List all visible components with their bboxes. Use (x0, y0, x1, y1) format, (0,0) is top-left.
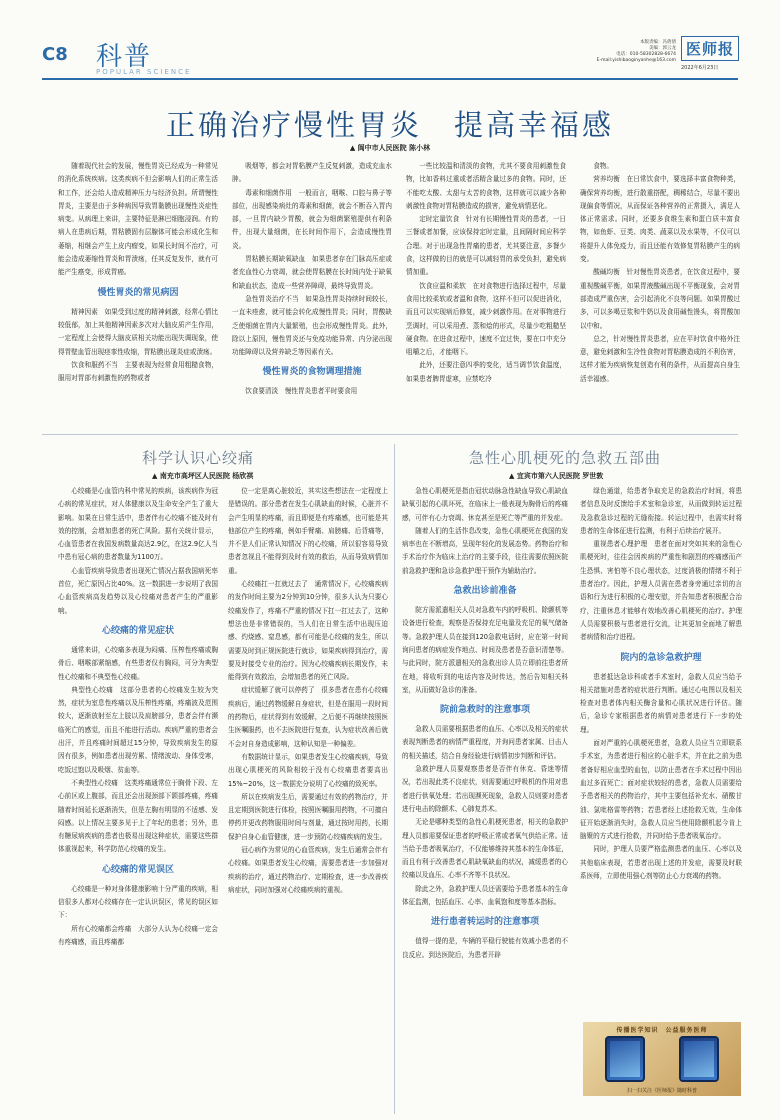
article1-column-2 (232, 160, 392, 430)
article3-column-1 (402, 485, 568, 1110)
paragraph: 饮食和服药不当 主要表现为经常食用粗糙食物，服用对胃部有刺激性的药物或者 (58, 360, 218, 383)
subheading: 进行患者转运时的注意事项 (430, 917, 539, 928)
section-title: 科普 (96, 42, 153, 72)
paragraph: 精神因素 如果受到过度的精神刺激，经常心情比较低郁，加上其他精神因素多次对大脑皮质产生作用，一定程度上会使得大脑皮质相关功能出现失调现象，使得胃壁血管出现痉挛性收缩，胃粘膜出现炎症或溃疡。 (58, 307, 218, 356)
paragraph: 一些比较温和清淡的食物，尤其不要食用刺激性食物，比如香料过重或者活精含量过多的食物。同时，还不能吃太酸、太甜与太苦的食物，这样就可以减少各种刺激性食物对胃粘膜造成的损害，避免病情恶化。 (406, 162, 566, 210)
article3-byline: ▲ 宜宾市第六人民医院 罗世敦 (509, 472, 604, 480)
paragraph: 随着人们的生活作息改变，急性心肌梗死在我国的发病率也在不断增高，呈现年轻化的发展态势。药物治疗和手术治疗作为临床上治疗的主要手段，往往需要依照医院前急救护理和急诊急救护理干预作为辅助治疗。 (402, 526, 568, 575)
divider-vertical (394, 444, 395, 1114)
article1-column-1 (58, 160, 218, 430)
article1-byline: ▲ 阆中市人民医院 陈小林 (349, 144, 431, 152)
paragraph: 不典型性心绞痛 这类疼痛通常位于胸骨下段、左心前区或上腹部，而且还会出现颈部下颌部疼痛，疼痛随着时间延长逐渐消失，但是左胸有明显的不适感、发闷感。以上情况主要多见于上了年纪的患者；另外，患有糖尿病疾病的患者也极易出现这种症状，需要这些群体重视起来，科学防范心绞痛的发生。 (58, 778, 218, 854)
issue-date: 2022年6月23日 (681, 65, 719, 71)
paragraph: 重视患者心理护理 患者在面对突如其来的急性心肌梗死时，往往会因疾病的严重性和剧烈的疼痛感而产生恐惧、害怕等不良心理状态，过度消极的情绪不利于患者治疗。因此，护理人员需在患者身旁通过亲切的言语和行为进行积极的心理安慰，并告知患者积极配合治疗，注重休息才能够有效地改善心肌梗死的治疗。护理人员需要积极与患者进行交流，让其更加全面地了解患者病情和治疗进程。 (580, 540, 742, 642)
paragraph: 院方需派遣相关人员对急救车内的呼吸机、除颤机等设备进行检查，观察是否保持充足电量及充足的氧气储备等。急救护理人员在接到120急救电话时，应在第一时间询问患者的病症发作地点、时间及患者是否意识清楚等。与此同时，院方派遣相关的急救出诊人员立即前往患者所在地，将收听到的电话内容及时传达，然后告知相关科室，从而做好急诊的准备。 (402, 606, 568, 694)
paragraph: 吸烟等，都会对胃粘膜产生反复刺激，造成充血水肿。 (232, 162, 392, 184)
paragraph: 毒素和细菌作用 一般而言，咽喉、口腔与鼻子等部位，出现感染病灶的毒素和细菌，就会不断吞入胃内部，一旦胃内缺少胃酸，就会为细菌繁殖提供有利条件，出现大量细菌，在长时间作用下，会造成慢性胃炎。 (232, 188, 392, 250)
paragraph: 面对严重的心肌梗死患者，急救人员应当立即联系手术室，为患者进行相应的心脏手术，并在此之前为患者备好相应血型的血包，以防止患者在手术过程中因出血过多而死亡；面对症状较轻的患者，急救人员需要给予患者相关的药物治疗，其中主要包括补充水、硝酸甘油、氯吡格雷等药物；若患者经上述抢救无效，生命体征开始逐渐消失时，急救人员应当使用除颤机起今肯上脑聚的方式进行抢救，并同时给予患者吸氧治疗。 (580, 739, 742, 841)
article1-title: 正确治疗慢性胃炎 提高幸福感 (165, 108, 614, 142)
paragraph: 此外，还要注意四季的变化，适当调节饮食温度，如果患者脾胃虚寒，应禁吃冷 (406, 361, 566, 383)
article1-column-4 (580, 160, 740, 430)
paragraph: 随着现代社会的发展，慢性胃炎已经成为一种常见的消化系统疾病。这类疾病不但会影响人们的正常生活和工作，还会给人造成精神压力与经济负担。所谓慢性胃炎，主要是由于多种病因导致胃黏膜出现慢性炎症性病变。从病理上来讲，主要特征是淋巴细胞浸润。有的病人在患病后期，胃粘膜固有层腺体可能会形成化生和萎缩，相继会产生上皮内瘤变，如果长时间不治疗，可能会造成萎缩性胃炎和胃溃疡，任其反复发作，就有可能产生癌变，形成胃癌。 (58, 162, 218, 277)
paragraph: 急性心肌梗死是指由冠状动脉急性缺血导致心肌缺血缺氧引起的心肌坏死，在临床上一般表现为胸骨后的疼痛感，可伴有心力衰竭、休克甚至是死亡等严重的并发症。 (402, 487, 568, 522)
paragraph: 典型性心绞痛 这部分患者的心绞痛发生较为突然，症状为室息性疼痛以及压榨性疼痛，疼痛波及范围较大，逐渐放射至左上肢以及肩膀部分，患者会伴有濒临死亡的感觉，而且不能进行活动。疾病严重的患者会出汗，并且疼痛时间超过15分钟，导致疾病发生的原因有很多，例如患者出现劳累、情绪波动、身体受寒，吃饭过饱以及吸烟、贫血等。 (58, 685, 218, 774)
subheading: 慢性胃炎的食物调理措施 (262, 367, 362, 378)
phone-graphic (605, 1036, 645, 1082)
paragraph: 胃粘膜长期缺氧缺血 如果患者存在门脉高压症或者充血性心力衰竭，就会使胃粘膜在长时间内处于缺氧和缺血状态，造成一些营养障碍，最终导致胃炎。 (232, 255, 392, 290)
paragraph: 急救人员需要根据患者的血压、心率以及相关的症状表现判断患者的病情严重程度，并询问患者家属、目击人的相关描述，结合自身经验进行病情初步判断和评估。 (402, 725, 568, 760)
subheading: 心绞痛的常见误区 (101, 864, 174, 875)
paragraph: 冠心病作为常见的心血管疾病，发生后通常会伴有心绞痛。如果患者发生心绞痛，需要患者进一步加强对疾病的治疗，通过药物治疗、定期检查，进一步改善疾病症状，同时加强对心绞痛疾病的重视。 (228, 846, 388, 894)
paragraph: 通常来讲，心绞痛多表现为闷痛、压榨性疼痛或胸骨后、咽喉部紧缩感，有些患者仅有胸闷，可分为典型性心绞痛和不典型性心绞痛。 (58, 645, 218, 681)
newspaper-logo: 医师报 (681, 36, 739, 61)
paragraph: 同时，护理人员要严格监测患者的血压、心率以及其他临床表现，若患者出现上述的并发症，需要及时联系医师，立即使用强心剂等防止心力衰竭的药物。 (580, 845, 742, 881)
subheading: 院内的急诊急救护理 (620, 652, 702, 663)
page-header (0, 0, 780, 82)
paragraph: 症状缓解了就可以停药了 很多患者在患有心绞痛疾病后，通过药物缓解自身症状，但是在服用一段时间的药物后，症状得到有效缓解，之后便不再继续按照医生医嘱服药，也不去医院进行复查，认为症状改善后就不会对自身造成影响，这种认知是一种偏差。 (228, 686, 388, 748)
paragraph: 饮食应温和柔软 在对食物进行选择过程中，尽量食用比较柔软或者温和食物，这样不但可以促进消化，而且可以实现病后修复，减少刺激作用。在对事物进行烹调时，可以采用煮、蒸和烩的形式，尽量少吃粗糙坚硬食物。在进食过程中，速度不宜过快，要在口中充分咀嚼之后，才能咽下。 (406, 281, 566, 357)
editor-line: E-mail:yishibaoginyanhe@163.com (596, 58, 676, 63)
article2-byline: ▲ 南充市高坪区人民医院 杨欣祺 (152, 472, 254, 480)
paragraph: 急救护理人员要观察患者是否伴有休克、昏迷等情况，若出现此类不良症状，则需要通过呼吸机的作用对患者进行供氧处理；若出现濒死现象，急救人员则要对患者进行电击的除颤术、心肺复苏术。 (402, 765, 568, 813)
paragraph: 酸碱均衡 针对慢性胃炎患者，在饮食过程中，要重视酸碱平衡，如果胃液酸碱出现不平衡现象，会对胃部造成严重伤害，会引起消化不良等问题。如果胃酸过多，可以多喝豆浆和牛奶以及食用碱性馒头，将胃酸加以中和。 (580, 268, 740, 330)
paragraph: 总之，针对慢性胃炎患者，应在平时饮食中格外注意，避免刺激和生冷性食物对胃粘膜造成的不利伤害，这样才能为疾病恢复创造有利的条件，从而提高自身生活幸福感。 (580, 334, 740, 383)
promo-caption: 扫一扫关注《医师报》随时科普 (626, 1088, 697, 1094)
article2-column-1 (58, 485, 218, 1110)
paragraph: 患者抵达急诊科或者手术室时，急救人员应当给予相关措施对患者的症状进行判断。通过心电图以及相关检查对患者体内相关酶含量和心肌状况进行评估。随后，急诊专家根据患者的病情对患者进行下一步的处理。 (580, 672, 742, 734)
paragraph: 有数据统计显示，如果患者发生心绞痛疾病，导致出现心肌梗死的风险相较于没有心绞痛患者要高出15%~20%，这一数据充分说明了心绞痛的致死率。 (228, 752, 388, 788)
paragraph: 绿色通道，给患者争取充足的急救治疗时间，将患者信息及时反馈给手术室和急诊室，从而做到转运过程及急救急诊过程的无缝衔接。转运过程中，也需实时将患者的生命体征进行监测，有利于后续治疗展开。 (580, 487, 742, 535)
paragraph: 心绞痛是心血管内科中常见的疾病，该疾病作为冠心病的常见症状，对人体健康以及生命安全产生了重大影响。如果在日常生活中，患者伴有心绞痛不能及时有效的控制，会增加患者的死亡风险。据有关统计显示，心血管患者在我国发病数量高达2.9亿，在这2.9亿人当中患有冠心病的患者数量为1100万。 (58, 487, 218, 562)
subheading: 慢性胃炎的常见病因 (97, 287, 179, 298)
paragraph: 营养均衡 在日常饮食中，要选择丰富食物种类，确保营养均衡，进行散重搭配，稠稀结合，尽量不要出现偏食等情况，从而保证各种营养的正常摄入，满足人体正常需求。同时，还要多食维生素和蛋白质丰富食物，如鱼虾、豆类、肉类、蔬菜以及水果等，不仅可以将提升人体免疫力，而且还能有效修复胃粘膜产生的病变。 (580, 175, 740, 264)
subheading: 心绞痛的常见症状 (101, 625, 174, 636)
divider-horizontal (42, 434, 738, 435)
editor-line: 电话：010-58302828-6674 (616, 52, 676, 57)
header-rule (42, 78, 738, 80)
editor-line: 美编：郭云龙 (649, 46, 676, 51)
subheading: 院前急救时的注意事项 (439, 705, 530, 716)
article3-column-2 (580, 485, 742, 1015)
paragraph: 饮食要清淡 慢性胃炎患者平时要食用 (245, 387, 358, 396)
promo-banner[interactable] (583, 1022, 741, 1096)
paragraph: 心血管疾病导致患者出现死亡情况占据我国病死率首位，死亡原因占比40%。这一数据进一步说明了我国心血管疾病高发趋势以及心绞痛对患者产生的严重影响。 (58, 566, 218, 615)
phone-graphic (679, 1036, 719, 1082)
section-title-en: POPULAR SCIENCE (96, 68, 192, 76)
article3-title: 急性心肌梗死的急救五部曲 (469, 449, 662, 467)
paragraph: 急性胃炎治疗不当 如果急性胃炎持续时间较长，一直未痊愈，就可能会转化成慢性胃炎；同时，胃酸缺乏使细菌在胃内大量繁殖，也会形成慢性胃炎。此外，除以上原因，慢性胃炎还与免疫功能异常、内分泌出现功能障碍以及营养缺乏等因素有关。 (232, 294, 392, 357)
article2-title: 科学认识心绞痛 (142, 449, 255, 467)
paragraph: 食物。 (593, 162, 613, 170)
article2-column-2 (228, 485, 388, 1110)
paragraph: 所以在疾病发生后，需要通过有效的药物治疗，并且定期到医院进行体检，按照医嘱服用药物，不可擅自停药并更改药物服用时间与剂量，通过按时用药，长期保护自身心血管健康，进一步预防心绞痛疾病的发生。 (228, 792, 388, 841)
editor-line: 本版责编：冯倩倩 (640, 40, 676, 45)
editor-info (596, 40, 676, 64)
paragraph: 除此之外，急救护理人员还需要给予患者基本的生命体征监测，包括血压、心率、血氧饱和度等基本指标。 (402, 884, 568, 907)
subheading: 急救出诊前准备 (453, 586, 517, 597)
paragraph: 值得一提的是，车辆的平稳行驶能有效减小患者的不良反应。到达医院后，为患者开辟 (402, 937, 568, 959)
article1-column-3 (406, 160, 566, 430)
paragraph: 定时定量饮食 针对有长期慢性胃炎的患者，一日三餐或者加餐，应该保持定时定量，且间隔时间应科学合理。对于出现急性胃痛的患者，尤其要注意，多餐少食，这样做的目的就是可以减轻胃的承受负担，避免病情加重。 (406, 215, 566, 277)
paragraph: 所有心绞痛都会疼痛 大部分人认为心绞痛一定会有疼痛感，而且疼痛都 (58, 924, 218, 946)
paragraph: 心绞痛扛一扛就过去了 通常情况下，心绞痛疾病的发作时间主要为2分钟到10分钟，很多人认为只要心绞痛发作了，疼痛不严重的情况下扛一扛过去了，这种想法也是非常错误的，当人们在日常生活中出现压迫感、灼烧感、窒息感，都有可能是心绞痛的发生，所以需要及时到正规医院进行就诊，如果疾病得到治疗，需要及时接受专业的治疗。因为心绞痛疾病长期发作，未能得到有效救治，会增加患者的死亡风险。 (228, 580, 388, 682)
page-number: C8 (42, 44, 68, 65)
paragraph: 心绞痛是一种对身体健康影响十分严重的疾病，相信很多人都对心绞痛存在一定认识误区，常见的误区如下： (58, 884, 218, 920)
paragraph: 位一定是离心脏较近，其实这些想法在一定程度上是错误的。部分患者在发生心肌缺血的时候，心脏并不会产生明显的疼痛，而且即便是有疼痛感，也可能是其他部位产生的疼痛，例如手臂痛、肩膀痛、后背痛等，并不是人们正常认知情况下的心绞痛，所以很容易导致患者忽视且不能得到及时有效的救治，从而导致病情加重。 (228, 487, 388, 575)
paragraph: 无论是哪种类型的急性心肌梗死患者，相关的急救护理人员都需要保证患者的呼吸正常或者氧气供给正常。适当给予患者吸氧治疗，不仅能够维持其基本的生命体征，而且有利于改善患者心肌缺氧缺血的状况，减缓患者的心绞痛以及血压、心率不齐等不良状况。 (402, 818, 568, 880)
promo-slogan: 传播医学知识 公益服务医师 (616, 1027, 708, 1034)
